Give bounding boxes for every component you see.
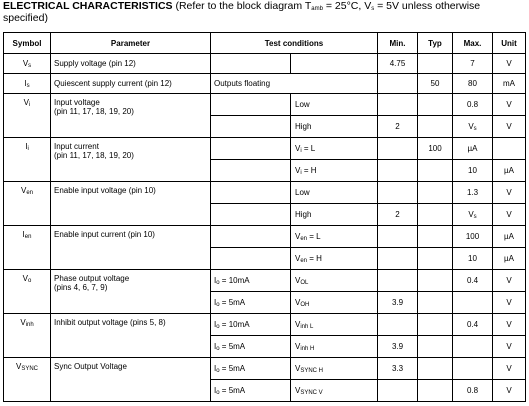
max-value: 1.3	[453, 182, 493, 204]
parameter: Sync Output Voltage	[51, 358, 211, 402]
col-typ: Typ	[418, 33, 453, 54]
test-condition: $V_{inh L}$	[291, 314, 378, 336]
unit: V	[493, 380, 526, 402]
col-parameter: Parameter	[51, 33, 211, 54]
symbol: $V_{inh}$	[4, 314, 51, 358]
min-value: 4.75	[378, 54, 418, 74]
unit: V	[493, 182, 526, 204]
test-condition: $I_o = 5mA$	[211, 358, 291, 380]
unit: V	[493, 292, 526, 314]
unit: V	[493, 94, 526, 116]
symbol: $V_{SYNC}$	[4, 358, 51, 402]
parameter: Input voltage (pin 11, 17, 18, 19, 20)	[51, 94, 211, 138]
parameter: Enable input voltage (pin 10)	[51, 182, 211, 226]
parameter: Input current (pin 11, 17, 18, 19, 20)	[51, 138, 211, 182]
unit: µA	[493, 226, 526, 248]
min-value: 2	[378, 116, 418, 138]
symbol: $I_{en}$	[4, 226, 51, 270]
test-condition: $I_o = 10mA$	[211, 270, 291, 292]
test-condition: $I_o = 5mA$	[211, 380, 291, 402]
test-condition: $V_{OH}$	[291, 292, 378, 314]
col-min: Min.	[378, 33, 418, 54]
test-condition: $V_{SYNC V}$	[291, 380, 378, 402]
test-condition: $V_{inh H}$	[291, 336, 378, 358]
col-unit: Unit	[493, 33, 526, 54]
parameter: Quiescent supply current (pin 12)	[51, 74, 211, 94]
min-value: 3.9	[378, 336, 418, 358]
table-row	[4, 226, 526, 248]
test-condition: $I_o = 5mA$	[211, 292, 291, 314]
max-value: 7	[453, 54, 493, 74]
test-condition: Low	[291, 182, 378, 204]
electrical-characteristics-table	[3, 32, 526, 402]
test-condition: High	[291, 116, 378, 138]
table-row	[4, 314, 526, 336]
test-condition: $V_i = H$	[291, 160, 378, 182]
max-value: 0.8	[453, 380, 493, 402]
unit: mA	[493, 74, 526, 94]
min-value: 2	[378, 204, 418, 226]
test-condition: $V_{en} = L$	[291, 226, 378, 248]
symbol: $V_{en}$	[4, 182, 51, 226]
header-row	[4, 33, 526, 54]
symbol: $I_i$	[4, 138, 51, 182]
symbol: $V_o$	[4, 270, 51, 314]
unit: V	[493, 204, 526, 226]
test-condition: Low	[291, 94, 378, 116]
max-value: 0.4	[453, 314, 493, 336]
unit: µA	[493, 248, 526, 270]
test-condition: Outputs floating	[211, 74, 378, 94]
max-value: 0.4	[453, 270, 493, 292]
parameter: Supply voltage (pin 12)	[51, 54, 211, 74]
symbol: $I_s$	[4, 74, 51, 94]
min-value: 3.3	[378, 358, 418, 380]
table-row	[4, 138, 526, 160]
test-condition: $V_{OL}$	[291, 270, 378, 292]
table-row	[4, 94, 526, 116]
max-value: 0.8	[453, 94, 493, 116]
symbol: $V_s$	[4, 54, 51, 74]
parameter: Inhibit output voltage (pins 5, 8)	[51, 314, 211, 358]
table-row	[4, 54, 526, 74]
unit: µA	[453, 138, 493, 160]
unit: V	[493, 116, 526, 138]
parameter: Phase output voltage (pins 4, 6, 7, 9)	[51, 270, 211, 314]
min-value: 3.9	[378, 292, 418, 314]
unit: µA	[493, 160, 526, 182]
heading-title: ELECTRICAL CHARACTERISTICS	[3, 0, 173, 12]
unit: V	[493, 314, 526, 336]
unit: V	[493, 54, 526, 74]
table-row	[4, 358, 526, 380]
parameter: Enable input current (pin 10)	[51, 226, 211, 270]
section-heading	[3, 0, 527, 24]
max-value: $V_s$	[453, 116, 493, 138]
unit: V	[493, 336, 526, 358]
test-condition: $V_i = L$	[291, 138, 378, 160]
max-value: $V_s$	[453, 204, 493, 226]
heading-note: (Refer to the block diagram $T_{amb} = 25^\circ C$, $V_s = 5V$ unless otherwise specified)	[3, 0, 481, 24]
max-value: 10	[453, 160, 493, 182]
unit: V	[493, 358, 526, 380]
table-row	[4, 270, 526, 292]
col-max: Max.	[453, 33, 493, 54]
test-condition: $I_o = 10mA$	[211, 314, 291, 336]
table-row	[4, 74, 526, 94]
typ-value: 100	[418, 138, 453, 160]
max-value: 100	[453, 226, 493, 248]
test-condition: High	[291, 204, 378, 226]
unit: V	[493, 270, 526, 292]
test-condition: $I_o = 5mA$	[211, 336, 291, 358]
typ-value: 50	[418, 74, 453, 94]
table-row	[4, 182, 526, 204]
col-symbol: Symbol	[4, 33, 51, 54]
max-value: 10	[453, 248, 493, 270]
col-test-conditions: Test conditions	[211, 33, 378, 54]
test-condition: $V_{SYNC H}$	[291, 358, 378, 380]
test-condition: $V_{en} = H$	[291, 248, 378, 270]
symbol: $V_i$	[4, 94, 51, 138]
max-value: 80	[453, 74, 493, 94]
